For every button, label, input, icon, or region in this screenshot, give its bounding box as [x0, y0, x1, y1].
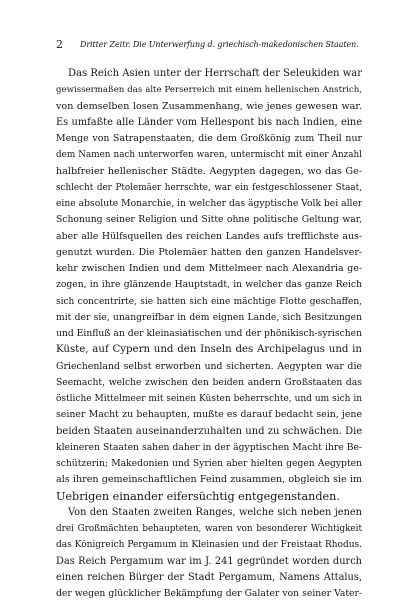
text-line: Menge von Satrapenstaaten, die dem Großkönig zum Theil nur	[56, 133, 362, 144]
text-line: kleineren Staaten sahen daher in der ägyptischen Macht ihre Be-	[56, 441, 362, 453]
text-line: schlecht der Ptolemäer herrschte, war ein festgeschlossener Staat,	[56, 182, 362, 193]
text-line: mit der sie, unangreifbar in dem eignen Lande, sich Besitzungen	[56, 311, 362, 323]
text-line: von demselben losen Zusammenhang, wie jenes gewesen war.	[56, 100, 362, 112]
text-line: Griechenland selbst erworben und sicherten. Aegypten war die	[56, 360, 362, 372]
text-line: einen reichen Bürger der Stadt Pergamum, Namens Attalus,	[56, 571, 362, 583]
text-line: halbfreier hellenischer Städte. Aegypten dagegen, wo das Ge-	[56, 165, 362, 177]
text-line: eine absolute Monarchie, in welcher das ägyptische Volk bei aller	[56, 198, 362, 209]
text-line: und Einfluß an der kleinasiatischen und der phönikisch-syrischen	[56, 328, 362, 339]
running-title: Dritter Zeitr. Die Unterwerfung d. griechisch-makedonischen Staaten.	[80, 40, 359, 49]
text-line: drei Großmächten behaupteten, waren von besonderer Wichtigkeit	[56, 524, 362, 534]
text-line: zogen, in ihre glänzende Hauptstadt, in welcher das ganze Reich	[56, 279, 362, 291]
body-text	[56, 66, 362, 602]
text-line: Es umfaßte alle Länder vom Hellespont bis nach Indien, eine	[56, 116, 362, 128]
text-line: gewissermaßen das alte Perserreich mit einem hellenischen Anstrich,	[56, 85, 362, 96]
text-line: östliche Mittelmeer mit seinen Küsten beherrschte, und um sich in	[56, 394, 362, 404]
text-line: Küste, auf Cypern und den Inseln des Archipelagus und in	[56, 344, 362, 356]
text-line: genutzt wurden. Die Ptolemäer hatten den ganzen Handelsver-	[56, 246, 362, 258]
text-line: Schonung seiner Religion und Sitte ohne politische Geltung war,	[56, 214, 362, 226]
text-line: seiner Macht zu behaupten, mußte es darauf bedacht sein, jene	[56, 409, 362, 421]
text-line: Seemacht, welche zwischen den beiden andern Großstaaten das	[56, 376, 362, 388]
page-number: 2	[56, 38, 63, 51]
running-head	[56, 38, 364, 52]
text-line: das Königreich Pergamum in Kleinasien und der Freistaat Rhodus.	[56, 540, 362, 551]
text-line: der wegen glücklicher Bekämpfung der Galater von seiner Vater-	[56, 588, 362, 599]
text-line: Uebrigen einander eifersüchtig entgegenstanden.	[56, 489, 340, 503]
text-line: beiden Staaten auseinanderzuhalten und zu schwächen. Die	[56, 425, 362, 437]
text-line: sich concentrirte, sie hatten sich eine mächtige Flotte geschaffen,	[56, 296, 362, 307]
text-line: dem Namen nach unterworfen waren, untermischt mit einer Anzahl	[56, 150, 362, 161]
text-line: schützerin; Makedonien und Syrien aber hielten gegen Aegypten	[56, 458, 362, 469]
text-line: als ihren gemeinschaftlichen Feind zusammen, obgleich sie im	[56, 474, 362, 486]
text-line: Das Reich Asien unter der Herrschaft der Seleukiden war	[68, 68, 362, 79]
text-line: Das Reich Pergamum war im J. 241 gegründet worden durch	[56, 555, 362, 567]
text-line: aber alle Hülfsquellen des reichen Landes aufs trefflichste aus-	[56, 230, 362, 242]
text-line: kehr zwischen Indien und dem Mittelmeer nach Alexandria ge-	[56, 263, 362, 274]
text-line: Von den Staaten zweiten Ranges, welche sich neben jenen	[68, 506, 362, 518]
